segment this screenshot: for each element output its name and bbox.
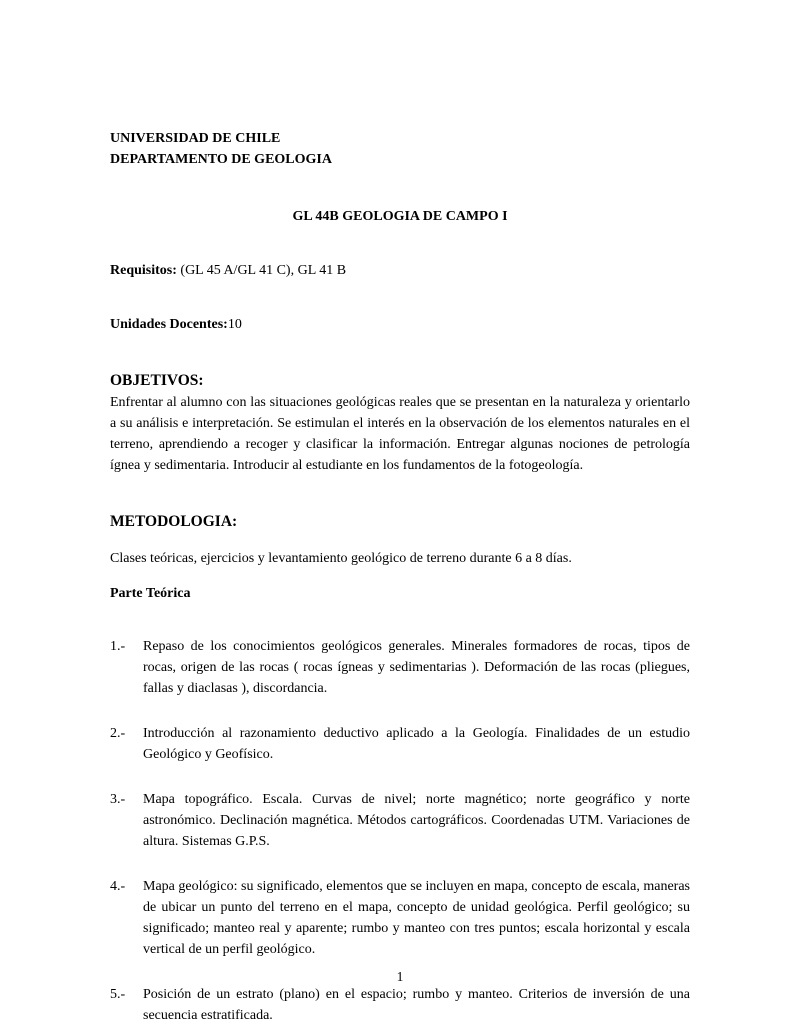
list-item-text: Posición de un estrato (plano) en el espacio; rumbo y manteo. Criterios de inversión de una secuencia estratificada. (143, 987, 690, 1023)
document-header (110, 128, 690, 170)
unidades-docentes-field (110, 314, 690, 335)
objetivos-body: Enfrentar al alumno con las situaciones geológicas reales que se presentan en la naturaleza y orientarlo a su análisis e interpretación. Se estimulan el interés en la observación de los elementos naturales en el terreno, aprendiendo a recoger y clasificar la información. Entregar algunas nociones de petrología ígnea y sedimentaria. Introducir al estudiante en los fundamentos de la fotogeología. (110, 395, 690, 473)
list-item (110, 636, 690, 699)
list-item-number: 5.- (110, 987, 126, 1002)
list-item-number: 2.- (110, 726, 126, 741)
list-item-number: 1.- (110, 639, 126, 654)
list-item-number: 4.- (110, 879, 126, 894)
requisitos-label: Requisitos: (110, 263, 177, 278)
metodologia-heading: METODOLOGIA: (110, 513, 238, 530)
list-item-text: Introducción al razonamiento deductivo aplicado a la Geología. Finalidades de un estudio Geológico y Geofísico. (143, 726, 690, 762)
list-item-text: Mapa topográfico. Escala. Curvas de nivel; norte magnético; norte geográfico y norte astronómico. Declinación magnética. Métodos cartográficos. Coordenadas UTM. Variaciones de altura. Sistemas G.P.S. (143, 792, 690, 849)
list-item-text: Repaso de los conocimientos geológicos generales. Minerales formadores de rocas, tipos de rocas, origen de las rocas ( rocas ígneas y sedimentarias ). Deformación de las rocas (pliegues, fallas y diaclasas ), discordancia. (143, 639, 690, 696)
department-name: DEPARTAMENTO DE GEOLOGIA (110, 152, 332, 167)
course-title: GL 44B GEOLOGIA DE CAMPO I (292, 209, 508, 224)
metodologia-body: Clases teóricas, ejercicios y levantamiento geológico de terreno durante 6 a 8 días. (110, 551, 572, 566)
requisitos-value: (GL 45 A/GL 41 C), GL 41 B (176, 263, 347, 278)
parte-teorica-heading: Parte Teórica (110, 586, 191, 601)
unidades-docentes-value: 10 (227, 317, 242, 332)
requisitos-field (110, 260, 690, 281)
list-item-text: Mapa geológico: su significado, elementos que se incluyen en mapa, concepto de escala, maneras de ubicar un punto del terreno en el mapa, concepto de unidad geológica. Perfil geológico; su significado; manteo real y aparente; rumbo y manteo con tres puntos; escala horizontal y escala vertical de un perfil geológico. (143, 879, 690, 957)
list-item (110, 723, 690, 765)
list-item (110, 789, 690, 852)
list-item (110, 876, 690, 960)
list-item-number: 3.- (110, 792, 126, 807)
objetivos-heading: OBJETIVOS: (110, 372, 204, 389)
list-item (110, 984, 690, 1026)
university-name: UNIVERSIDAD DE CHILE (110, 131, 281, 146)
unidades-docentes-label: Unidades Docentes: (110, 317, 228, 332)
page-number: 1 (396, 969, 404, 984)
